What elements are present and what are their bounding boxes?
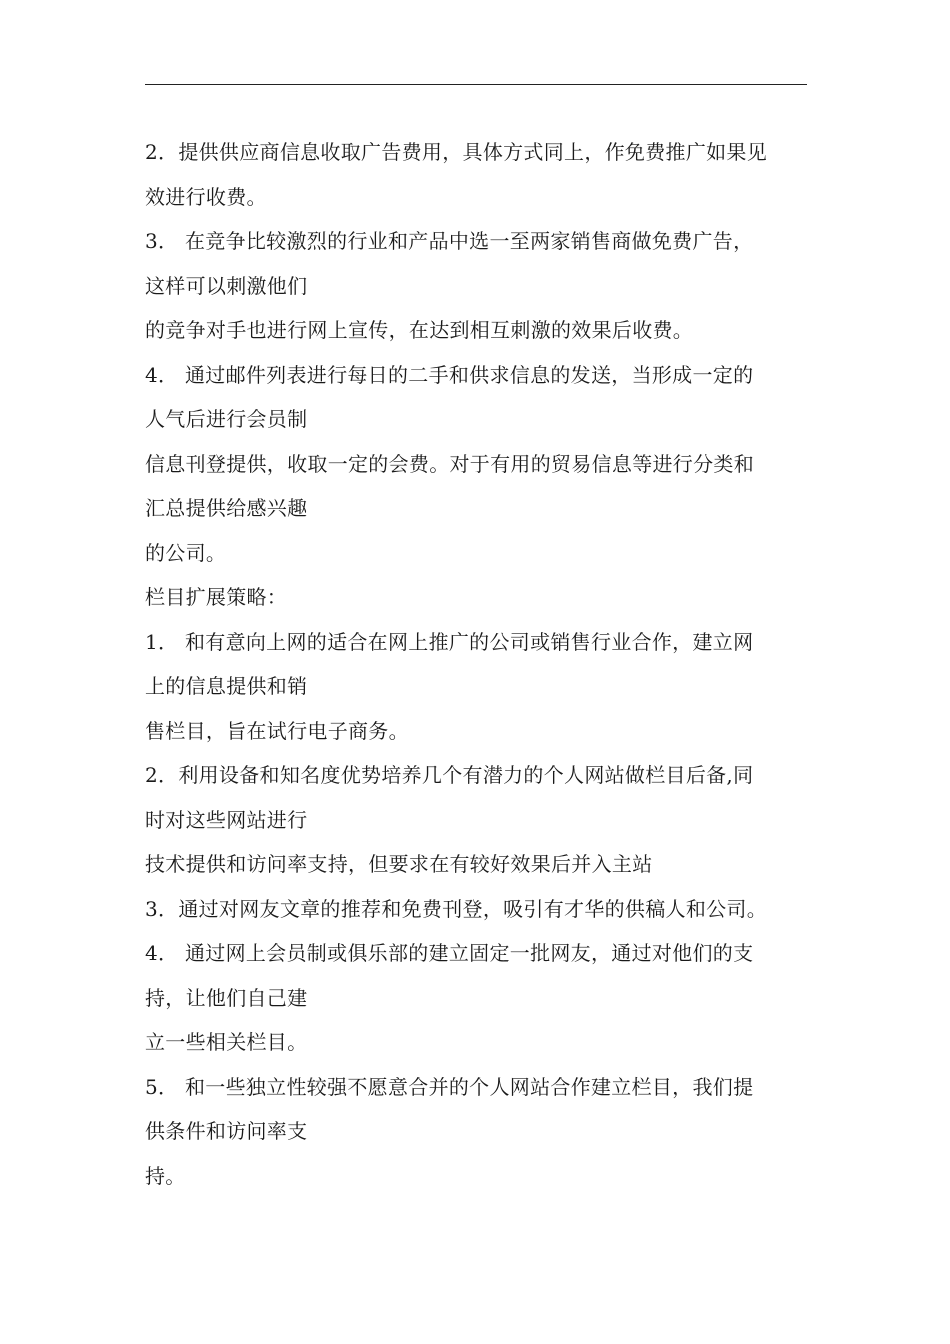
text-line: 1． 和有意向上网的适合在网上推广的公司或销售行业合作，建立网	[145, 629, 754, 654]
text-line: 2．利用设备和知名度优势培养几个有潜力的个人网站做栏目后备,同	[145, 763, 754, 787]
text-line: 立一些相关栏目。	[145, 1030, 308, 1054]
text-line: 上的信息提供和销	[145, 674, 308, 698]
text-line: 供条件和访问率支	[145, 1119, 308, 1143]
text-line: 持，让他们自己建	[145, 985, 308, 1010]
text-line: 时对这些网站进行	[145, 807, 308, 832]
text-line: 4． 通过网上会员制或俱乐部的建立固定一批网友，通过对他们的支	[145, 941, 754, 965]
text-line: 5． 和一些独立性较强不愿意合并的个人网站合作建立栏目，我们提	[145, 1074, 754, 1099]
header-rule	[145, 84, 807, 85]
text-line: 4． 通过邮件列表进行每日的二手和供求信息的发送，当形成一定的	[145, 362, 754, 387]
text-line: 2．提供供应商信息收取广告费用，具体方式同上，作免费推广如果见	[145, 140, 768, 164]
section-heading: 栏目扩展策略：	[145, 585, 288, 609]
text-line: 这样可以刺激他们	[145, 273, 308, 298]
text-line: 技术提供和访问率支持，但要求在有较好效果后并入主站	[145, 852, 653, 876]
text-line: 3． 在竞争比较激烈的行业和产品中选一至两家销售商做免费广告，	[145, 229, 754, 253]
document-body	[145, 130, 815, 1198]
text-line: 3．通过对网友文章的推荐和免费刊登，吸引有才华的供稿人和公司。	[145, 896, 768, 921]
text-line: 的竞争对手也进行网上宣传，在达到相互刺激的效果后收费。	[145, 318, 694, 342]
text-line: 持。	[145, 1163, 186, 1188]
text-line: 效进行收费。	[145, 184, 267, 209]
text-line: 汇总提供给感兴趣	[145, 496, 308, 520]
text-line: 信息刊登提供，收取一定的会费。对于有用的贸易信息等进行分类和	[145, 451, 754, 476]
text-line: 售栏目，旨在试行电子商务。	[145, 718, 409, 743]
text-line: 的公司。	[145, 540, 227, 565]
text-line: 人气后进行会员制	[145, 407, 308, 431]
